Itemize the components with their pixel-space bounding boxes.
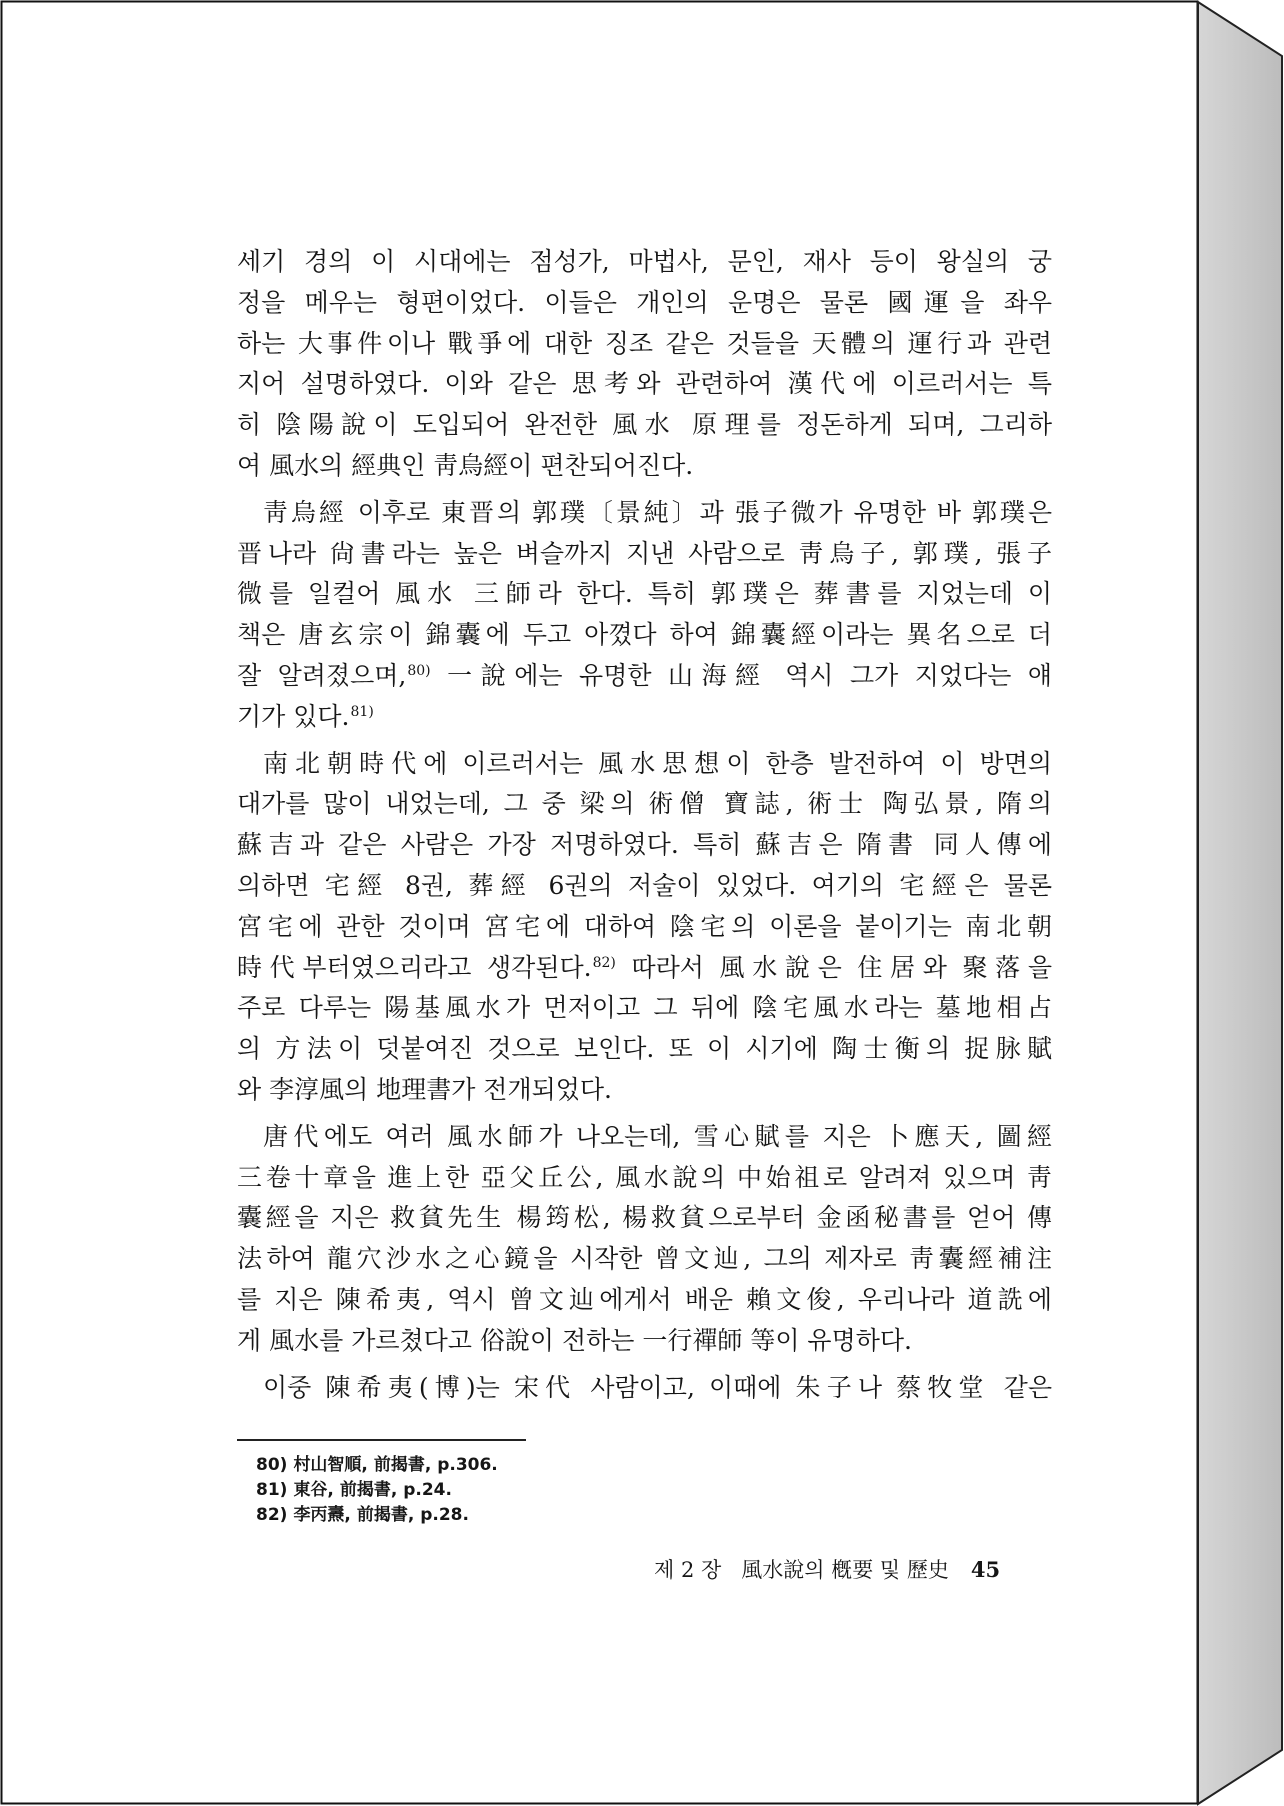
footnote-81: [256, 1478, 856, 1503]
text-line: 微를 일컬어 風水 三師라 한다. 특히 郭璞은 葬書를 지었는데 이: [237, 579, 1052, 609]
text-line: 靑烏經 이후로 東晋의 郭璞〔景純〕과 張子微가 유명한 바 郭璞은: [263, 497, 1052, 527]
text-line: 히 陰陽說이 도입되어 완전한 風水 原理를 정돈하게 되며, 그리하: [237, 410, 1052, 440]
text-line: [237, 948, 1052, 989]
text-line: 晋나라 尙書라는 높은 벼슬까지 지낸 사람으로 靑烏子, 郭璞, 張子: [237, 538, 1052, 568]
text-line: 三卷十章을 進上한 亞父丘公, 風水說의 中始祖로 알려져 있으며 靑: [237, 1162, 1052, 1192]
line-text: 기가 있다.: [237, 701, 350, 731]
line-text: 따라서 風水說은 住居와 聚落을: [615, 952, 1052, 982]
text-line: 여 風水의 經典인 靑烏經이 편찬되어진다.: [237, 450, 694, 480]
footnote-text: 東谷, 前揭書, p.24.: [293, 1480, 452, 1500]
text-line: 정을 메우는 형편이었다. 이들은 개인의 운명은 물론 國運을 좌우: [237, 287, 1052, 317]
footnote-mark: 82): [256, 1505, 288, 1525]
text-line: 의 方法이 덧붙여진 것으로 보인다. 또 이 시기에 陶士衡의 捉脉賦: [237, 1034, 1052, 1064]
text-line: 지어 설명하였다. 이와 같은 思考와 관련하여 漢代에 이르러서는 특: [237, 369, 1052, 399]
page-number: 45: [970, 1557, 1001, 1582]
chapter-label: 제 2 장: [654, 1558, 722, 1582]
text-line: 蘇吉과 같은 사람은 가장 저명하였다. 특히 蘇吉은 隋書 同人傳에: [237, 830, 1052, 860]
text-line: 세기 경의 이 시대에는 점성가, 마법사, 문인, 재사 등이 왕실의 궁: [237, 247, 1052, 276]
text-line: [237, 656, 1052, 697]
footnote-mark: 80): [256, 1455, 288, 1475]
running-footer: [654, 1553, 1000, 1587]
text-line: 주로 다루는 陽基風水가 먼저이고 그 뒤에 陰宅風水라는 墓地相占: [237, 993, 1052, 1023]
text-line: [237, 697, 1052, 738]
text-line: 하는 大事件이나 戰爭에 대한 징조 같은 것들을 天體의 運行과 관련: [237, 328, 1052, 358]
text-line: 대가를 많이 내었는데, 그 중 梁의 術僧 寶誌, 術士 陶弘景, 隋의: [237, 789, 1052, 819]
footnote-80: [256, 1453, 856, 1478]
body-text: [237, 242, 1052, 1408]
paragraph-3: [237, 744, 1052, 1111]
paragraph-1: [237, 242, 1052, 487]
book-edge: [1198, 2, 1282, 1804]
text-line: 唐代에도 여러 風水師가 나오는데, 雪心賦를 지은 卜應天, 圖經: [263, 1121, 1052, 1151]
text-line: 囊經을 지은 救貧先生 楊筠松, 楊救貧으로부터 金函秘書를 얻어 傳: [237, 1203, 1052, 1233]
footnote-ref: 82): [592, 954, 616, 971]
paragraph-4: [237, 1117, 1052, 1362]
chapter-title: 風水說의 槪要 및 歷史: [741, 1558, 949, 1582]
text-line: 게 風水를 가르쳤다고 俗說이 전하는 一行禪師 等이 유명하다.: [237, 1325, 912, 1355]
text-line: 책은 唐玄宗이 錦囊에 두고 아꼈다 하여 錦囊經이라는 異名으로 더: [237, 620, 1052, 650]
text-line: 宮宅에 관한 것이며 宮宅에 대하여 陰宅의 이론을 붙이기는 南北朝: [237, 911, 1052, 941]
line-text: 時代부터였으리라고 생각된다.: [237, 952, 592, 982]
footnote-text: 村山智順, 前揭書, p.306.: [293, 1455, 498, 1475]
footnote-ref: 81): [350, 703, 374, 720]
footnote-text: 李丙燾, 前揭書, p.28.: [293, 1505, 469, 1525]
text-line: 이중 陳希夷(博)는 宋代 사람이고, 이때에 朱子나 蔡牧堂 같은: [263, 1372, 1052, 1402]
text-line: 와 李淳風의 地理書가 전개되었다.: [237, 1074, 612, 1104]
footnote-rule: [237, 1439, 526, 1441]
text-line: 南北朝時代에 이르러서는 風水思想이 한층 발전하여 이 방면의: [263, 748, 1052, 778]
line-text: 잘 알려졌으며,: [237, 660, 407, 690]
line-text: 一說에는 유명한 山海經 역시 그가 지었다는 얘: [430, 660, 1053, 690]
text-line: 를 지은 陳希夷, 역시 曾文辿에게서 배운 賴文俊, 우리나라 道詵에: [237, 1284, 1052, 1314]
footnote-ref: 80): [407, 662, 431, 679]
footnote-82: [256, 1503, 856, 1528]
paragraph-5: [237, 1368, 1052, 1409]
text-line: 의하면 宅經 8권, 葬經 6권의 저술이 있었다. 여기의 宅經은 물론: [237, 870, 1052, 900]
footnotes: [256, 1453, 856, 1528]
text-line: 法하여 龍穴沙水之心鏡을 시작한 曾文辿, 그의 제자로 靑囊經補注: [237, 1244, 1052, 1274]
footnote-mark: 81): [256, 1480, 288, 1500]
paragraph-2: [237, 493, 1052, 738]
